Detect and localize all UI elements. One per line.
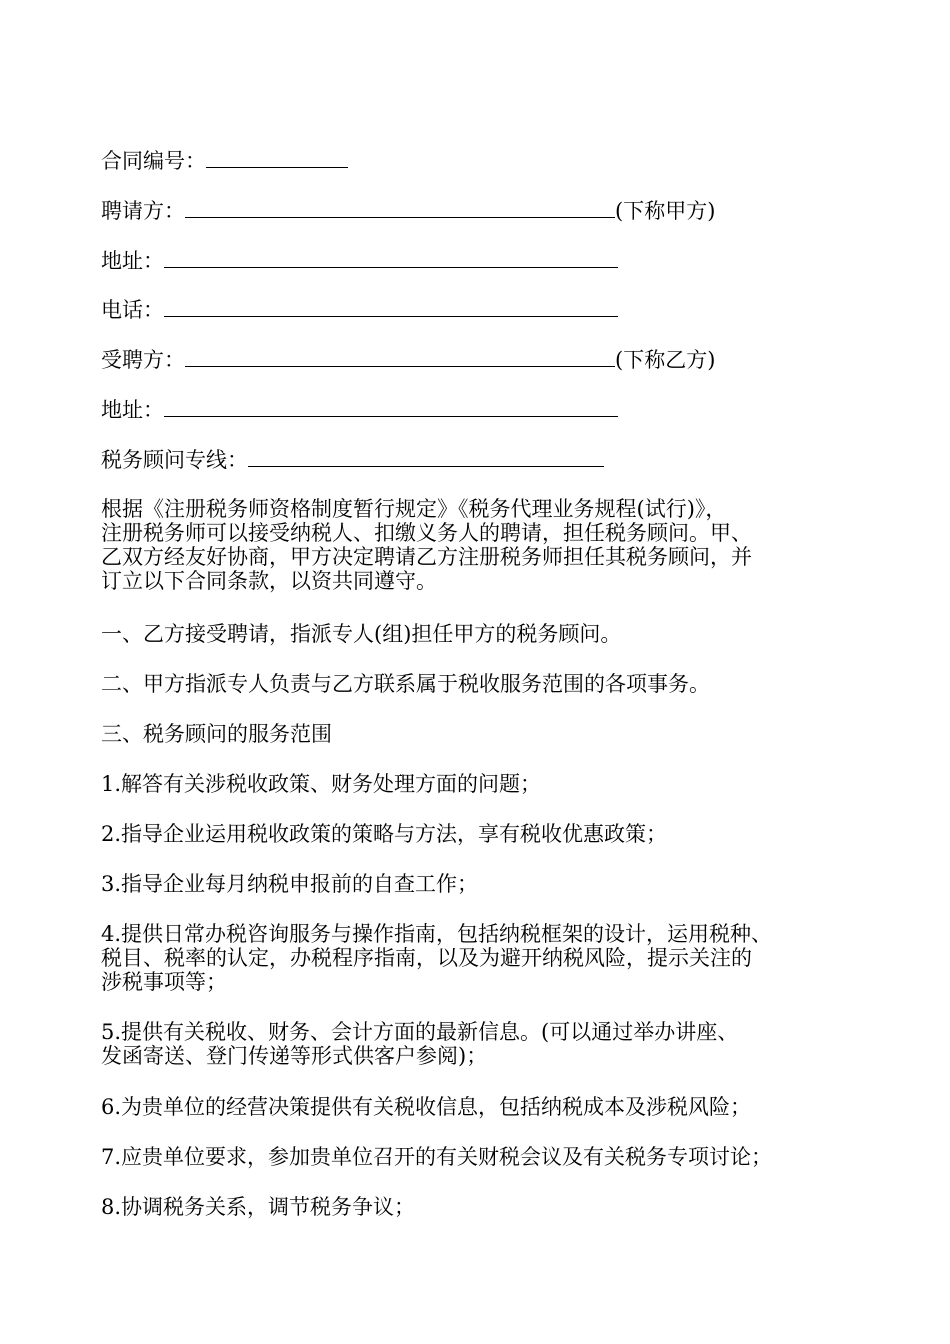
employee-row (101, 348, 715, 372)
contract-number-blank[interactable] (206, 149, 348, 168)
service-item-5 (101, 1020, 871, 1068)
intro-line: 乙双方经友好协商，甲方决定聘请乙方注册税务师担任其税务顾问，并 (101, 545, 752, 569)
employee-address-row (101, 398, 618, 422)
employee-blank[interactable] (185, 348, 615, 367)
employee-address-blank[interactable] (164, 398, 618, 417)
employer-address-row (101, 249, 618, 273)
employer-address-label: 地址： (101, 249, 164, 273)
service-item-7: 7.应贵单位要求，参加贵单位召开的有关财税会议及有关税务专项讨论； (101, 1145, 773, 1169)
hotline-label: 税务顾问专线： (101, 448, 248, 472)
service-item-2: 2.指导企业运用税收政策的策略与方法，享有税收优惠政策； (101, 822, 668, 846)
clause-1: 一、乙方接受聘请，指派专人(组)担任甲方的税务顾问。 (101, 622, 622, 646)
employer-phone-label: 电话： (101, 298, 164, 322)
employer-suffix: (下称甲方) (615, 199, 716, 223)
employer-blank[interactable] (185, 199, 615, 218)
service-item-4 (101, 922, 871, 994)
service-item-1: 1.解答有关涉税收政策、财务处理方面的问题； (101, 772, 542, 796)
employer-phone-row (101, 298, 618, 322)
service-item-4-line: 涉税事项等； (101, 970, 227, 994)
service-item-6: 6.为贵单位的经营决策提供有关税收信息，包括纳税成本及涉税风险； (101, 1095, 752, 1119)
employee-suffix: (下称乙方) (615, 348, 716, 372)
service-item-3: 3.指导企业每月纳税申报前的自查工作； (101, 872, 479, 896)
contract-number-label: 合同编号： (101, 149, 206, 173)
contract-number-row (101, 149, 348, 173)
hotline-row (101, 448, 604, 472)
clause-3-heading: 三、税务顾问的服务范围 (101, 722, 332, 746)
hotline-blank[interactable] (248, 448, 604, 467)
service-item-8: 8.协调税务关系，调节税务争议； (101, 1195, 416, 1219)
intro-paragraph (101, 497, 871, 593)
employee-label: 受聘方： (101, 348, 185, 372)
employer-phone-blank[interactable] (164, 298, 618, 317)
service-item-5-line: 5.提供有关税收、财务、会计方面的最新信息。(可以通过举办讲座、 (101, 1020, 739, 1044)
employer-row (101, 199, 715, 223)
intro-line: 订立以下合同条款，以资共同遵守。 (101, 569, 437, 593)
service-item-4-line: 税目、税率的认定，办税程序指南，以及为避开纳税风险，提示关注的 (101, 946, 752, 970)
employer-address-blank[interactable] (164, 249, 618, 268)
intro-line: 注册税务师可以接受纳税人、扣缴义务人的聘请，担任税务顾问。甲、 (101, 521, 752, 545)
intro-line: 根据《注册税务师资格制度暂行规定》《税务代理业务规程(试行)》， (101, 497, 727, 521)
clause-2: 二、甲方指派专人负责与乙方联系属于税收服务范围的各项事务。 (101, 672, 710, 696)
service-item-5-line: 发函寄送、登门传递等形式供客户参阅)； (101, 1044, 488, 1068)
service-item-4-line: 4.提供日常办税咨询服务与操作指南，包括纳税框架的设计，运用税种、 (101, 922, 773, 946)
employer-label: 聘请方： (101, 199, 185, 223)
employee-address-label: 地址： (101, 398, 164, 422)
